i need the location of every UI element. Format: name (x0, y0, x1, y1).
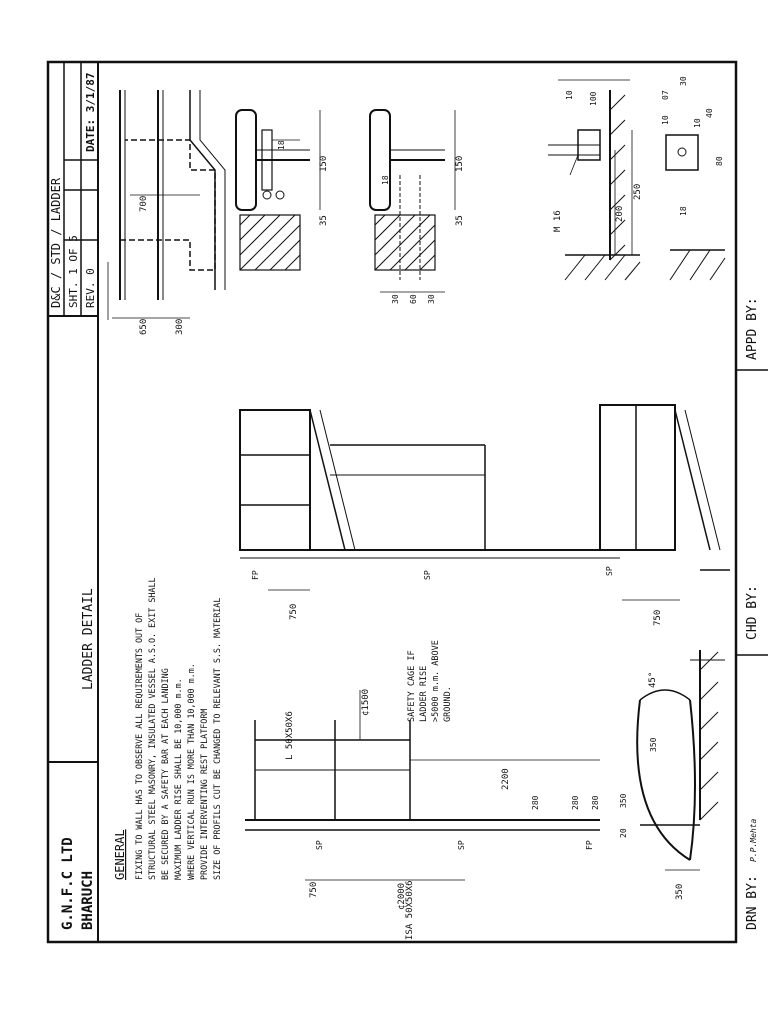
dim-30c: 30 (679, 76, 688, 86)
isa-label: ISA 50X50X6 (405, 880, 415, 940)
cage-note: >5000 m.m. ABOVE (431, 640, 441, 722)
dim-18c: 18 (679, 206, 688, 216)
note-line: STRUCTURAL STEEL MASONRY, INSULATED VESSEL A.S.O. EXIT SHALL (147, 577, 157, 880)
note-line: MAXIMUM LADDER RISE SHALL BE 10,000 m.m. (173, 678, 183, 880)
sp-label: SP (457, 840, 466, 850)
dim-100: 100 (589, 91, 598, 106)
sheet-number: SHT. 1 OF 5 (67, 235, 80, 308)
dim-10b: 10 (661, 115, 670, 125)
sp-label: SP (605, 566, 614, 576)
landing-elevation-bottom (600, 405, 730, 626)
ladder-cage-elevation (245, 640, 600, 940)
dim-10c: 10 (693, 118, 702, 128)
dim-280a: 280 (531, 795, 540, 810)
dim-750a: 750 (289, 603, 299, 620)
dim-350b: 350 (675, 883, 685, 900)
dim-07: 07 (661, 90, 670, 100)
dim-280c: 280 (591, 795, 600, 810)
drawing-ref: D&C / STD / LADDER (49, 177, 63, 308)
note-line: SIZE OF PROFILS CUT BE CHANGED TO RELEVANT S.S. MATERIAL (212, 597, 222, 880)
dim-60: 60 (409, 294, 418, 304)
dim-18b: 18 (381, 175, 390, 185)
sp-label: SP (423, 570, 432, 580)
company-location: BHARUCH (80, 870, 96, 930)
radius-350: 350 (649, 737, 658, 752)
approved-by-label: APPD BY: (745, 297, 760, 360)
general-notes (134, 577, 222, 880)
dim-2200: 2200 (501, 768, 511, 790)
landing-elevation-top (240, 410, 620, 620)
dim-10a: 10 (565, 90, 574, 100)
dim-1500: ¢1500 (361, 688, 371, 716)
cage-note: SAFETY CAGE IF (407, 650, 417, 722)
fp-label: FP (585, 840, 594, 850)
dim-30b: 30 (427, 294, 436, 304)
date: DATE: 3/1/87 (84, 72, 97, 152)
dim-750-small: 750 (309, 881, 319, 898)
note-line: PROVIDE INTERVENTING REST PLATFORM (199, 708, 209, 880)
sp-label: SP (315, 840, 324, 850)
dim-45deg: 45° (648, 671, 658, 688)
cage-note: LADDER RISE (419, 665, 429, 722)
drawing-title: LADDER DETAIL (81, 588, 96, 690)
drawn-by-signature: P.P.Mehta (749, 818, 758, 862)
dim-35a: 35 (319, 215, 329, 226)
dim-280b: 280 (571, 795, 580, 810)
dim-35b: 35 (455, 215, 465, 226)
dim-650: 650 (139, 318, 149, 335)
bracket-detail-b (370, 110, 465, 304)
cage-section (619, 650, 725, 900)
wall-anchor-detail (548, 80, 643, 280)
clip-detail (661, 76, 725, 280)
note-line: FIXING TO WALL HAS TO OBSERVE ALL REQUIREMENTS OUT OF (134, 612, 144, 880)
company-name: G.N.F.C LTD (60, 837, 76, 930)
cage-note: GROUND. (443, 686, 453, 722)
ladder-offset-view (108, 90, 225, 335)
fp-label: FP (251, 570, 260, 580)
dim-30a: 30 (391, 294, 400, 304)
dim-40: 40 (705, 108, 714, 118)
dim-350a: 350 (619, 793, 628, 808)
checked-by-label: CHD BY: (745, 585, 760, 640)
dim-20: 20 (619, 828, 628, 838)
angle-label: L 50X50X6 (285, 711, 295, 760)
note-line: BE SECURED BY A SAFETY BAR AT EACH LANDING (160, 668, 170, 880)
dim-700: 700 (139, 195, 149, 212)
dim-80: 80 (715, 156, 724, 166)
dim-250: 250 (633, 183, 643, 200)
revision: REV. 0 (84, 268, 97, 308)
dim-750b: 750 (653, 609, 663, 626)
drawn-by-label: DRN BY: (745, 875, 760, 930)
bracket-detail-a (236, 110, 329, 270)
dim-18a: 18 (277, 140, 286, 150)
dim-150a: 150 (319, 155, 329, 172)
dim-200: 200 (615, 205, 625, 222)
dim-2000: ¢2000 (397, 882, 407, 910)
note-line: WHERE VERTICAL RUN IS MORE THAN 10,000 m.m. (186, 663, 196, 880)
dim-150b: 150 (455, 155, 465, 172)
general-heading: GENERAL (113, 829, 127, 880)
m16-label: M 16 (553, 210, 563, 232)
dim-300: 300 (175, 318, 185, 335)
